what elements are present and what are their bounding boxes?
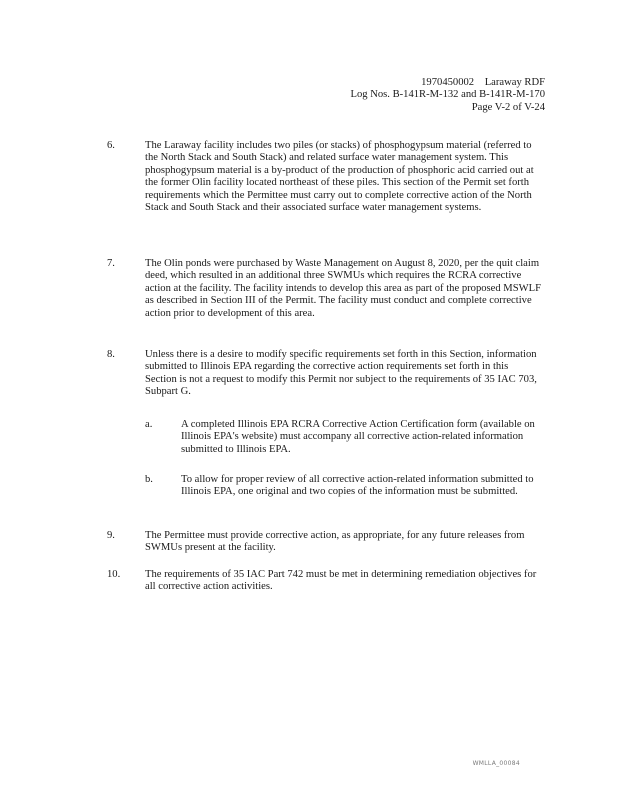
page-header (350, 77, 545, 114)
item-text: The Permittee must provide corrective action, as appropriate, for any future releases from SWMUs present at the facility. (145, 530, 525, 554)
item-number: 8. (107, 349, 115, 360)
bates-stamp: WMLLA_00084 (472, 759, 520, 767)
header-log-numbers: Log Nos. B-141R-M-132 and B-141R-M-170 (350, 89, 545, 101)
sub-item-text: A completed Illinois EPA RCRA Corrective Action Certification form (available on Illinois EPA's website) must accompany all corrective action-related information submitted to Illinois EPA. (181, 419, 535, 455)
item-number: 9. (107, 530, 115, 541)
sub-item-label: b. (145, 474, 153, 485)
item-text: Unless there is a desire to modify specific requirements set forth in this Section, information submitted to Illinois EPA regarding the corrective action requirements set forth in this Section is not a request to modify this Permit nor subject to the requirements of 35 IAC 703, Subpart G. (145, 349, 537, 398)
item-text: The Laraway facility includes two piles (or stacks) of phosphogypsum material (referred to the North Stack and South Stack) and related surface water management system. This phosphogypsum material is a by-product of the production of phosphoric acid carried out at the former Olin facility located northeast of these piles. This section of the Permit set forth requirements which the Permittee must carry out to complete corrective action of the North Stack and South Stack and their associated surface water management systems. (145, 140, 534, 214)
header-page-number: Page V-2 of V-24 (471, 101, 545, 113)
item-number: 6. (107, 140, 115, 151)
item-text: The Olin ponds were purchased by Waste Management on August 8, 2020, per the quit claim deed, which resulted in an additional three SWMUs which requires the RCRA corrective action at the facility. The facility intends to develop this area as part of the proposed MSWLF as described in Section III of the Permit. The facility must conduct and complete corrective action prior to development of this area. (145, 258, 541, 319)
item-text: The requirements of 35 IAC Part 742 must be met in determining remediation objectives for all corrective action activities. (145, 569, 537, 593)
item-number: 7. (107, 258, 115, 269)
header-facility-id: 1970450002 Laraway RDF (421, 77, 545, 88)
sub-item-label: a. (145, 419, 153, 430)
item-number: 10. (107, 569, 121, 580)
sub-item-text: To allow for proper review of all corrective action-related information submitted to Illinois EPA, one original and two copies of the information must be submitted. (181, 474, 534, 498)
